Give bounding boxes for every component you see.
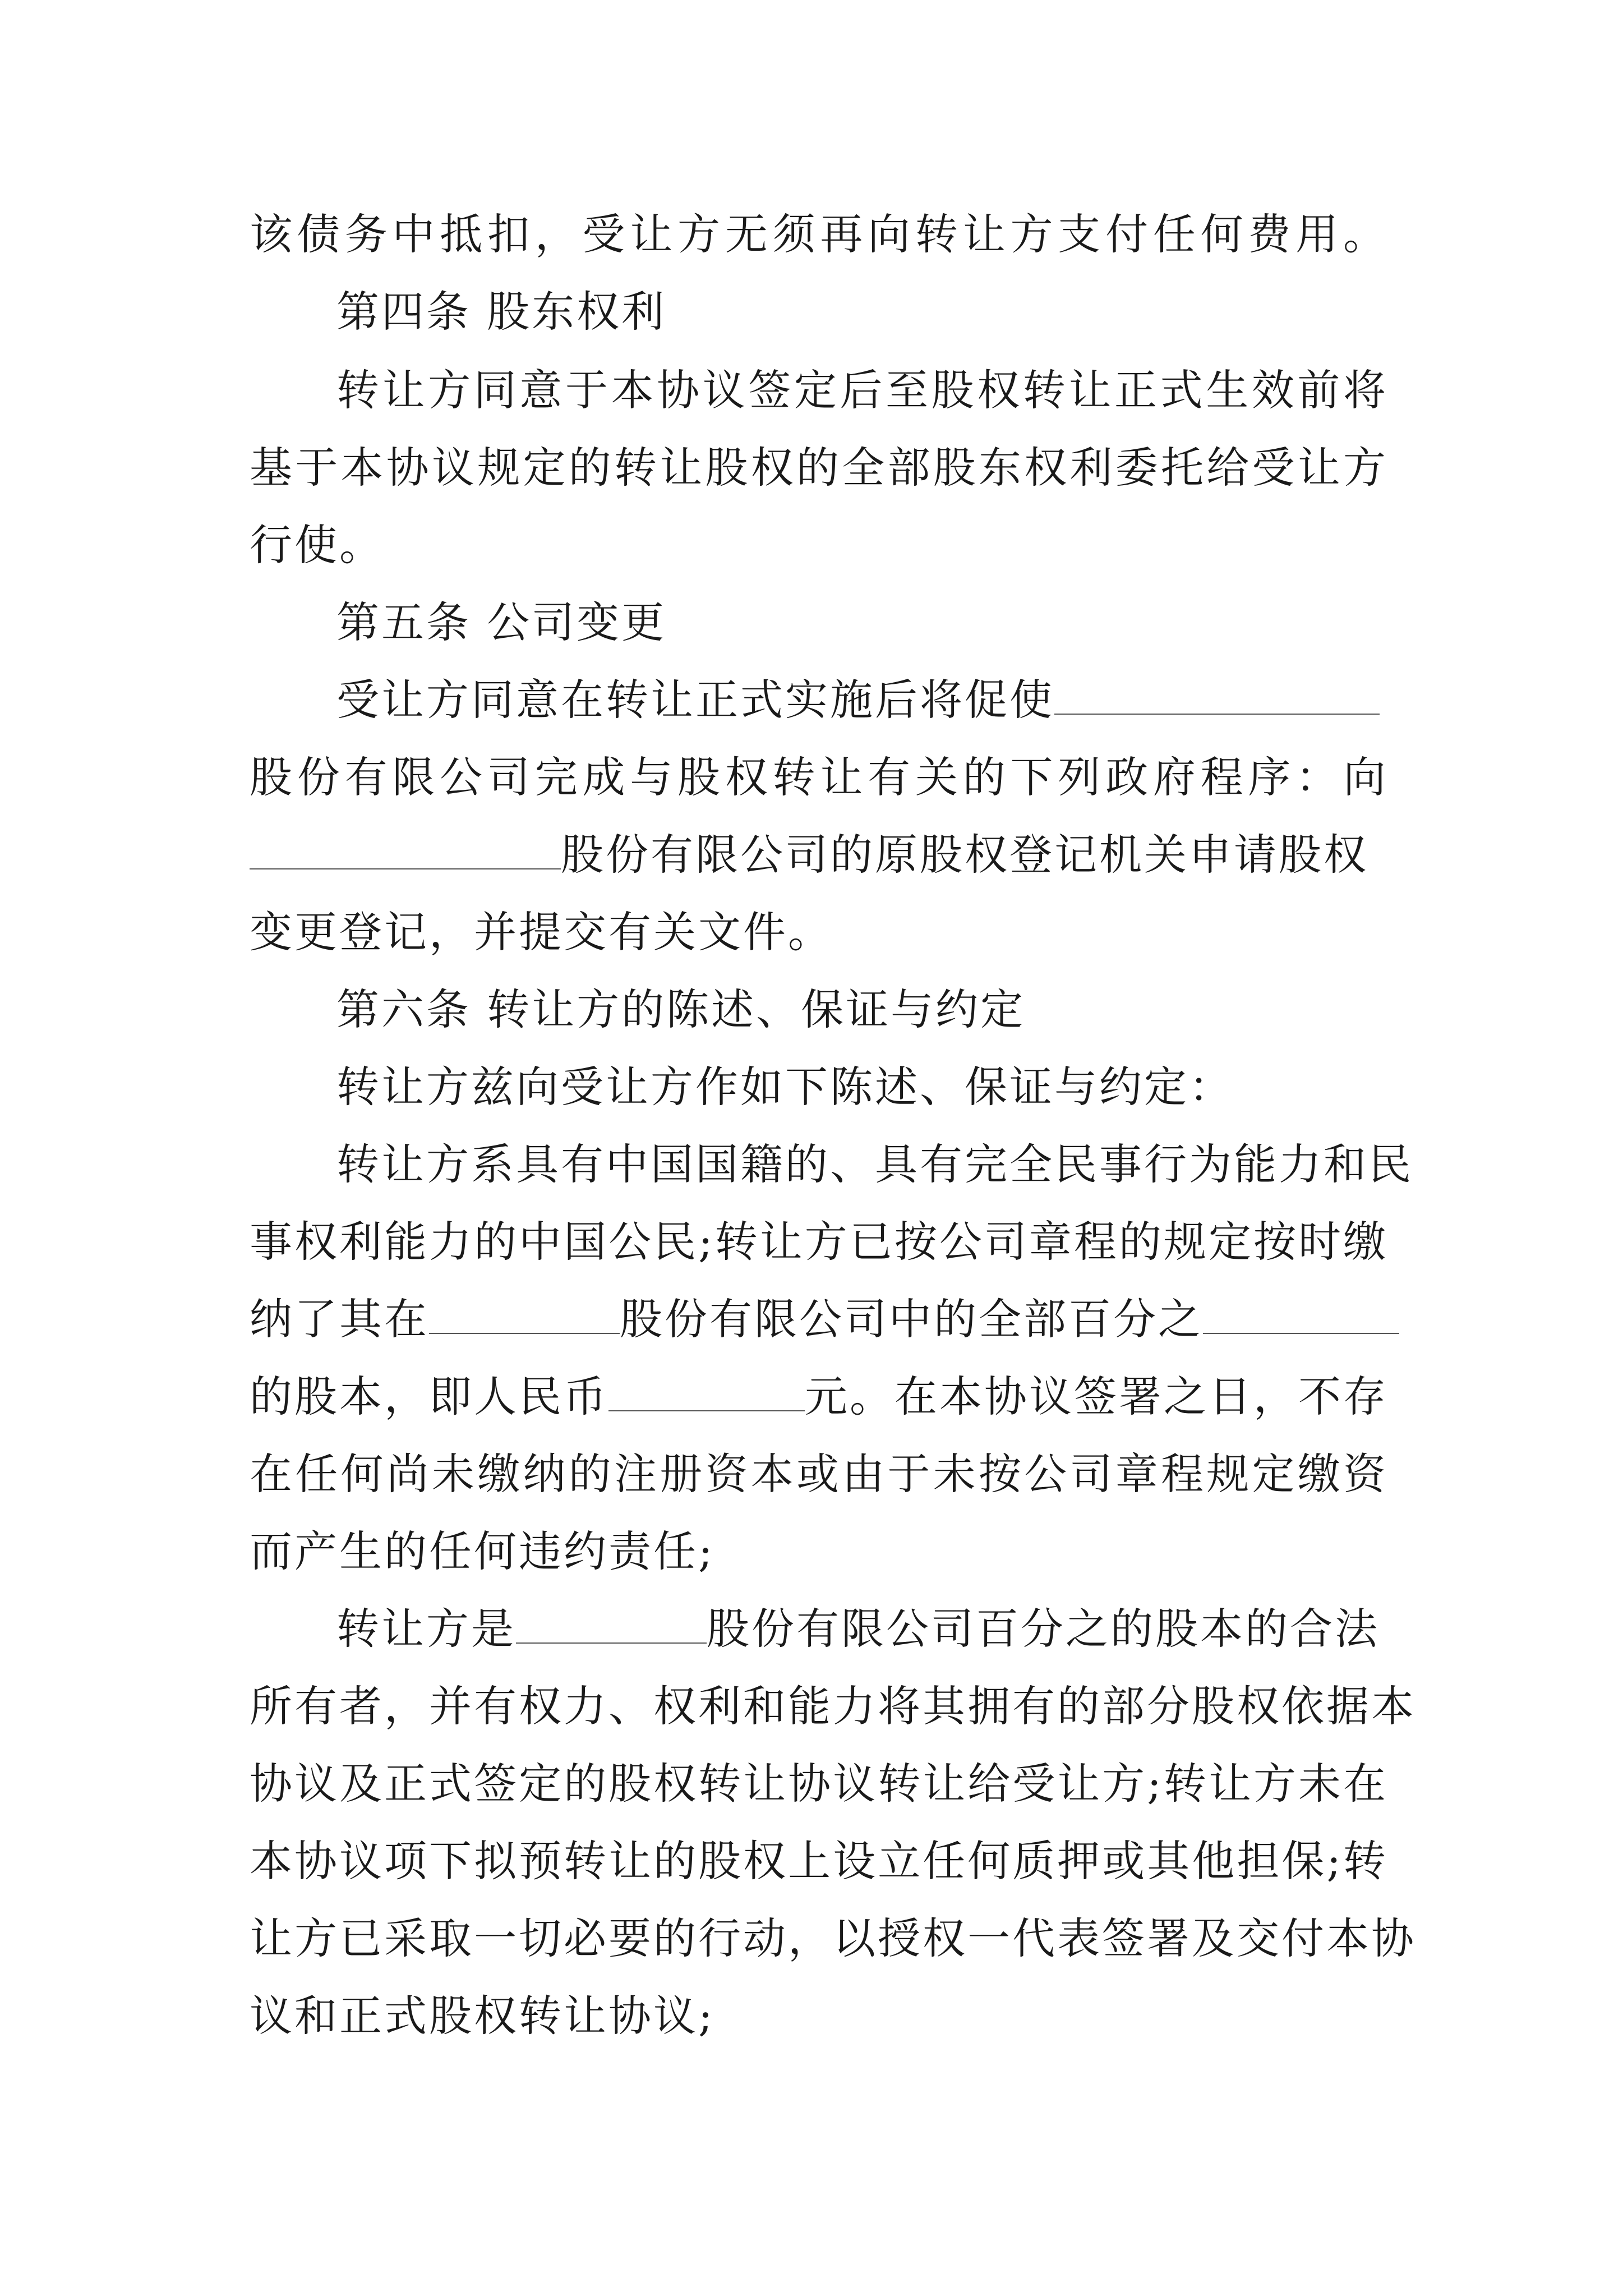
line-text: 受让方同意在转让正式实施后将促使 <box>336 675 1054 725</box>
blank-field <box>608 1371 805 1411</box>
line-text: 股份有限公司中的全部百分之 <box>620 1294 1203 1344</box>
paragraph-line: 议和正式股权转让协议; <box>250 1991 715 2041</box>
paragraph-line: 行使。 <box>250 520 384 570</box>
paragraph-line: 协议及正式签定的股权转让协议转让给受让方;转让方未在 <box>250 1759 1388 1809</box>
paragraph-line: 转让方同意于本协议签定后至股权转让正式生效前将 <box>336 365 1388 415</box>
article-heading: 第六条 转让方的陈述、保证与约定 <box>336 984 1026 1034</box>
blank-field <box>250 829 561 869</box>
article-heading: 第四条 股东权利 <box>336 287 667 337</box>
paragraph-line: 事权利能力的中国公民;转让方已按公司章程的规定按时缴 <box>250 1217 1388 1267</box>
line-text: 转让方是 <box>336 1604 516 1654</box>
paragraph-line <box>250 828 1368 882</box>
paragraph-line <box>250 1370 1388 1424</box>
paragraph-line: 在任何尚未缴纳的注册资本或由于未按公司章程规定缴资 <box>250 1449 1388 1499</box>
paragraph-line: 基于本协议规定的转让股权的全部股东权利委托给受让方 <box>250 443 1388 493</box>
article-heading: 第五条 公司变更 <box>336 597 667 647</box>
paragraph-line <box>336 673 1380 727</box>
paragraph-line: 转让方系具有中国国籍的、具有完全民事行为能力和民 <box>336 1139 1413 1189</box>
paragraph-line: 让方已采取一切必要的行动，以授权一代表签署及交付本协 <box>250 1913 1416 1963</box>
blank-field <box>1054 674 1380 715</box>
blank-field <box>516 1603 707 1644</box>
paragraph-line <box>250 1292 1399 1346</box>
line-text: 的股本，即人民币 <box>250 1372 608 1421</box>
paragraph-line: 股份有限公司完成与股权转让有关的下列政府程序：向 <box>250 752 1388 802</box>
blank-field <box>1203 1294 1399 1334</box>
paragraph-line: 所有者，并有权力、权利和能力将其拥有的部分股权依据本 <box>250 1681 1416 1731</box>
line-text: 股份有限公司百分之的股本的合法 <box>707 1604 1380 1654</box>
paragraph-line <box>336 1602 1380 1656</box>
paragraph-line: 变更登记，并提交有关文件。 <box>250 907 833 957</box>
blank-field <box>429 1294 620 1334</box>
paragraph-line: 本协议项下拟预转让的股权上设立任何质押或其他担保;转 <box>250 1836 1388 1886</box>
paragraph-line: 转让方兹向受让方作如下陈述、保证与约定： <box>336 1062 1234 1112</box>
line-text: 纳了其在 <box>250 1294 429 1344</box>
paragraph-line: 而产生的任何违约责任; <box>250 1526 715 1576</box>
line-text: 元。在本协议签署之日，不存 <box>805 1372 1388 1421</box>
line-text: 股份有限公司的原股权登记机关申请股权 <box>561 830 1368 880</box>
paragraph-line: 该债务中抵扣，受让方无须再向转让方支付任何费用。 <box>250 209 1388 259</box>
